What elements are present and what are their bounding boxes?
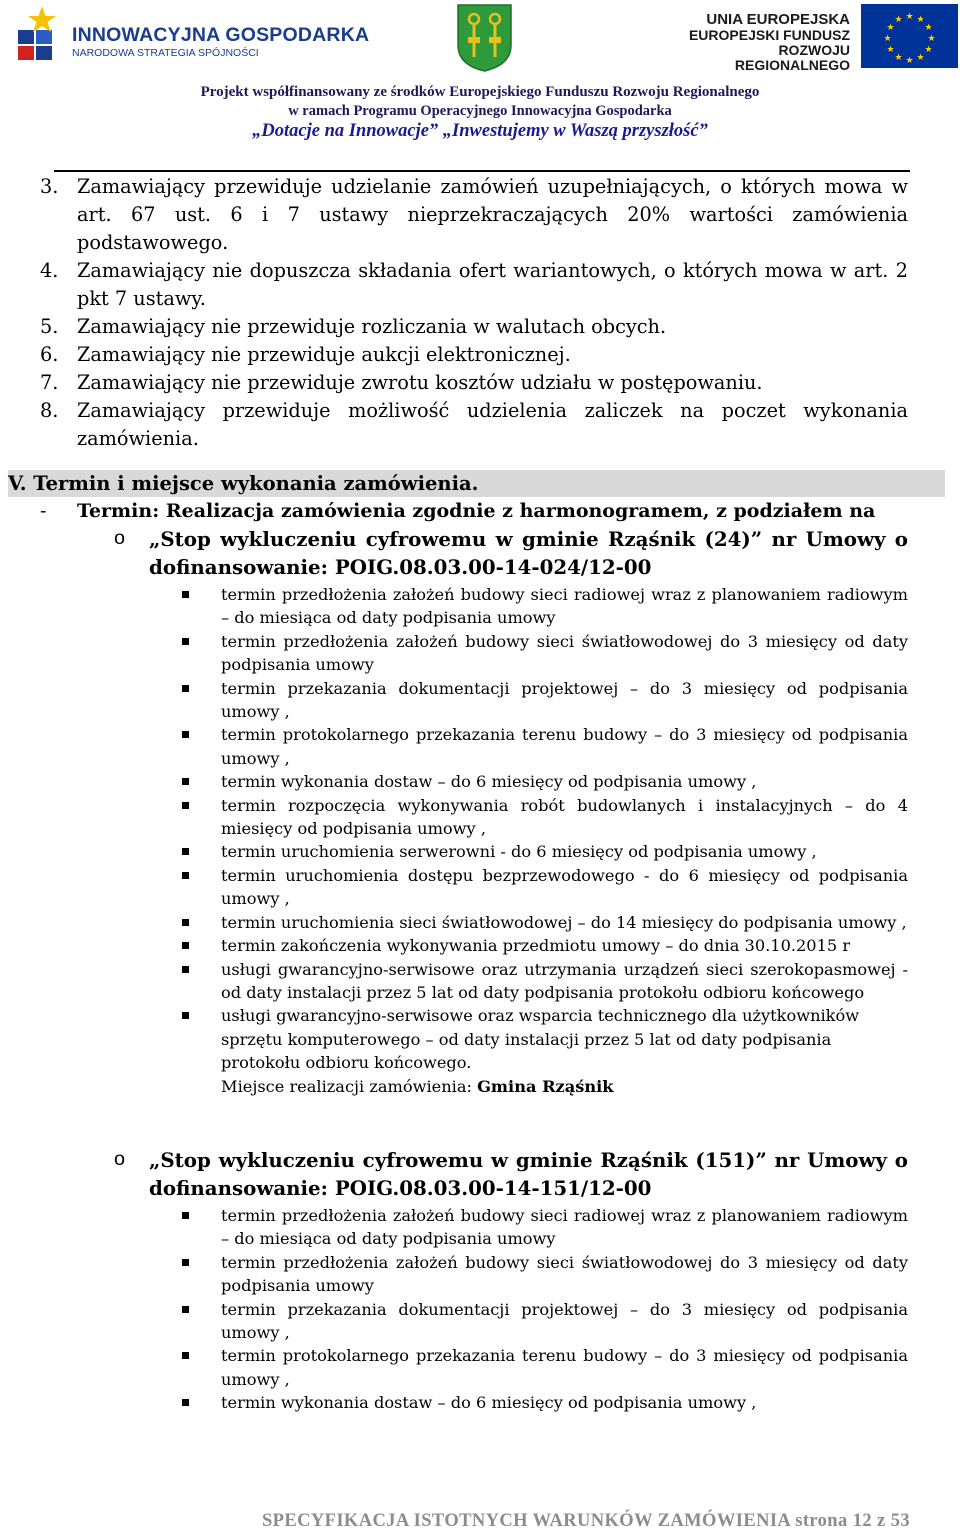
square-bullet-icon (182, 685, 189, 692)
list-item (0, 397, 960, 453)
footer-page-of: z (877, 1511, 886, 1531)
list-item (0, 1344, 960, 1391)
item-number: 7. (40, 371, 59, 394)
list-item (0, 583, 960, 630)
svg-text:★: ★ (883, 34, 892, 44)
footer-page-number: 12 (852, 1511, 872, 1531)
item-text: termin protokolarnego przekazania terenu budowy – do 3 miesięcy od podpisania umowy , (221, 725, 908, 768)
deadline-list (0, 1204, 960, 1415)
square-bullet-icon (182, 1012, 189, 1019)
svg-text:★: ★ (916, 15, 925, 25)
item-text: termin przedłożenia założeń budowy sieci światłowodowej do 3 miesięcy od daty podpisania umowy (221, 631, 908, 675)
coat-of-arms-icon (456, 3, 513, 73)
list-item (0, 341, 960, 369)
list-item (0, 1298, 960, 1345)
list-item (0, 677, 960, 724)
footer-title: SPECYFIKACJA ISTOTNYCH WARUNKÓW ZAMÓWIENIA (261, 1511, 791, 1531)
item-number: 3. (40, 175, 59, 198)
item-text: termin wykonania dostaw – do 6 miesięcy od podpisania umowy , (221, 1393, 757, 1413)
eu-logo-line2: EUROPEJSKI FUNDUSZ (688, 27, 850, 43)
svg-text:★: ★ (886, 23, 895, 33)
square-bullet-icon (182, 778, 189, 785)
svg-text:★: ★ (894, 15, 903, 25)
project-title-text: „Stop wykluczeniu cyfrowemu w gminie Rząśnik (24)” nr Umowy o dofinansowanie: POIG.08.03.00-14-024/12-00 (149, 527, 908, 579)
footer-page-prefix: strona (795, 1511, 848, 1531)
item-text: Zamawiający nie przewiduje aukcji elektronicznej. (77, 343, 571, 366)
eu-logo-line3: ROZWOJU REGIONALNEGO (734, 42, 850, 73)
item-text: termin uruchomienia sieci światłowodowej – do 14 miesięcy do podpisania umowy , (221, 912, 907, 932)
item-text: Zamawiający przewiduje udzielanie zamówień uzupełniających, o których mowa w art. 67 ust. 6 i 7 ustawy nieprzekraczających 20% wartości zamówienia podstawowego. (77, 175, 908, 254)
square-bullet-icon (182, 848, 189, 855)
term-intro (0, 497, 960, 525)
item-text: termin przedłożenia założeń budowy sieci radiowej wraz z planowaniem radiowym – do miesiąca od daty podpisania umowy (221, 585, 908, 628)
item-number: 8. (40, 399, 59, 422)
item-text: termin uruchomienia dostępu bezprzewodowego - do 6 miesięcy od podpisania umowy , (221, 865, 908, 909)
square-bullet-icon (182, 1259, 189, 1266)
item-text: usługi gwarancyjno-serwisowe oraz wsparcia technicznego dla użytkowników sprzętu komputerowego – od daty instalacji przez 5 lat od daty podpisania protokołu odbioru końcowego. (221, 1006, 860, 1073)
square-bullet-icon (182, 591, 189, 598)
list-item (0, 313, 960, 341)
dash-marker: - (40, 500, 47, 522)
svg-text:★: ★ (916, 53, 925, 63)
deadline-list (0, 583, 960, 1098)
square-bullet-icon (182, 731, 189, 738)
item-text: Zamawiający nie dopuszcza składania ofert wariantowych, o których mowa w art. 2 pkt 7 ustawy. (77, 259, 908, 310)
item-text: Zamawiający przewiduje możliwość udzielenia zaliczek na poczet wykonania zamówienia. (77, 399, 908, 450)
square-bullet-icon (182, 872, 189, 879)
place-of-realization (0, 1075, 960, 1098)
footer-page-total: 53 (890, 1511, 910, 1531)
list-item (0, 934, 960, 957)
square-bullet-icon (182, 1306, 189, 1313)
eu-fund-logo-text (660, 12, 850, 73)
item-text: Zamawiający nie przewiduje zwrotu kosztów udziału w postępowaniu. (77, 371, 763, 394)
svg-text:★: ★ (924, 23, 933, 33)
square-bullet-icon (182, 1399, 189, 1406)
list-item (0, 794, 960, 841)
list-item (0, 257, 960, 313)
list-item (0, 173, 960, 257)
list-item (0, 1204, 960, 1251)
list-item (0, 840, 960, 863)
square-bullet-icon (182, 966, 189, 973)
ig-logo-subtitle: NARODOWA STRATEGIA SPÓJNOŚCI (72, 47, 259, 59)
svg-text:★: ★ (886, 45, 895, 55)
place-label: Miejsce realizacji zamówienia: (221, 1076, 478, 1096)
project-title (0, 525, 960, 581)
item-text: usługi gwarancyjno-serwisowe oraz utrzymania urządzeń sieci szerokopasmowej - od daty instalacji przez 5 lat od daty podpisania protokołu odbioru końcowego (221, 959, 908, 1002)
innowacyjna-gospodarka-logo (12, 4, 370, 70)
item-text: termin zakończenia wykonywania przedmiotu umowy – do dnia 30.10.2015 r (221, 936, 851, 956)
list-item (0, 864, 960, 911)
list-item (0, 1391, 960, 1414)
svg-text:★: ★ (927, 34, 936, 44)
item-number: 4. (40, 259, 59, 282)
list-item (0, 958, 960, 1005)
bullet-o-marker: o (114, 527, 126, 549)
item-number: 6. (40, 343, 59, 366)
square-bullet-icon (182, 942, 189, 949)
list-item (0, 723, 960, 770)
item-text: termin wykonania dostaw – do 6 miesięcy od podpisania umowy , (221, 772, 757, 792)
term-intro-text: Termin: Realizacja zamówienia zgodnie z harmonogramem, z podziałem na (77, 500, 876, 522)
project-slogans: „Dotacje na Innowacje” „Inwestujemy w Waszą przyszłość” (252, 121, 708, 141)
list-item (0, 1251, 960, 1298)
item-text: termin przedłożenia założeń budowy sieci światłowodowej do 3 miesięcy od daty podpisania umowy (221, 1252, 908, 1296)
svg-text:★: ★ (905, 12, 914, 22)
document-body (0, 172, 960, 1415)
list-item (0, 630, 960, 677)
square-bullet-icon (182, 1352, 189, 1359)
item-text: termin przekazania dokumentacji projektowej – do 3 miesięcy od podpisania umowy , (221, 1299, 908, 1342)
item-text: termin uruchomienia serwerowni - do 6 miesięcy od podpisania umowy , (221, 842, 817, 862)
place-value: Gmina Rząśnik (477, 1076, 614, 1096)
list-item (0, 770, 960, 793)
item-text: termin przedłożenia założeń budowy sieci radiowej wraz z planowaniem radiowym – do miesiąca od daty podpisania umowy (221, 1205, 908, 1249)
item-number: 5. (40, 315, 59, 338)
bullet-o-marker: o (114, 1147, 126, 1170)
svg-text:★: ★ (894, 53, 903, 63)
star-logo-icon (12, 4, 64, 70)
eu-flag-icon (861, 4, 958, 68)
list-item (0, 911, 960, 934)
svg-text:★: ★ (924, 45, 933, 55)
square-bullet-icon (182, 638, 189, 645)
document-header (0, 0, 960, 175)
square-bullet-icon (182, 919, 189, 926)
project-line-2: w ramach Programu Operacyjnego Innowacyjna Gospodarka (288, 103, 672, 119)
item-text: termin rozpoczęcia wykonywania robót budowlanych i instalacyjnych – do 4 miesięcy od podpisania umowy , (221, 795, 908, 839)
page-footer (0, 1511, 910, 1532)
item-text: termin przekazania dokumentacji projektowej – do 3 miesięcy od podpisania umowy , (221, 678, 908, 722)
project-title-text: „Stop wykluczeniu cyfrowemu w gminie Rząśnik (151)” nr Umowy o dofinansowanie: POIG.08.03.00-14-151/12-00 (149, 1147, 908, 1200)
project-line-1: Projekt współfinansowany ze środków Europejskiego Funduszu Rozwoju Regionalnego (200, 84, 760, 100)
square-bullet-icon (182, 1212, 189, 1219)
ig-logo-name: INNOWACYJNA GOSPODARKA (72, 24, 370, 46)
project-title (0, 1146, 960, 1202)
svg-text:★: ★ (905, 56, 914, 66)
eu-logo-line1: UNIA EUROPEJSKA (706, 11, 850, 28)
item-text: termin protokolarnego przekazania terenu budowy – do 3 miesięcy od podpisania umowy , (221, 1346, 908, 1389)
list-item (0, 1004, 960, 1074)
list-item (0, 369, 960, 397)
section-heading: V. Termin i miejsce wykonania zamówienia. (8, 470, 945, 497)
square-bullet-icon (182, 802, 189, 809)
item-text: Zamawiający nie przewiduje rozliczania w walutach obcych. (77, 315, 667, 338)
